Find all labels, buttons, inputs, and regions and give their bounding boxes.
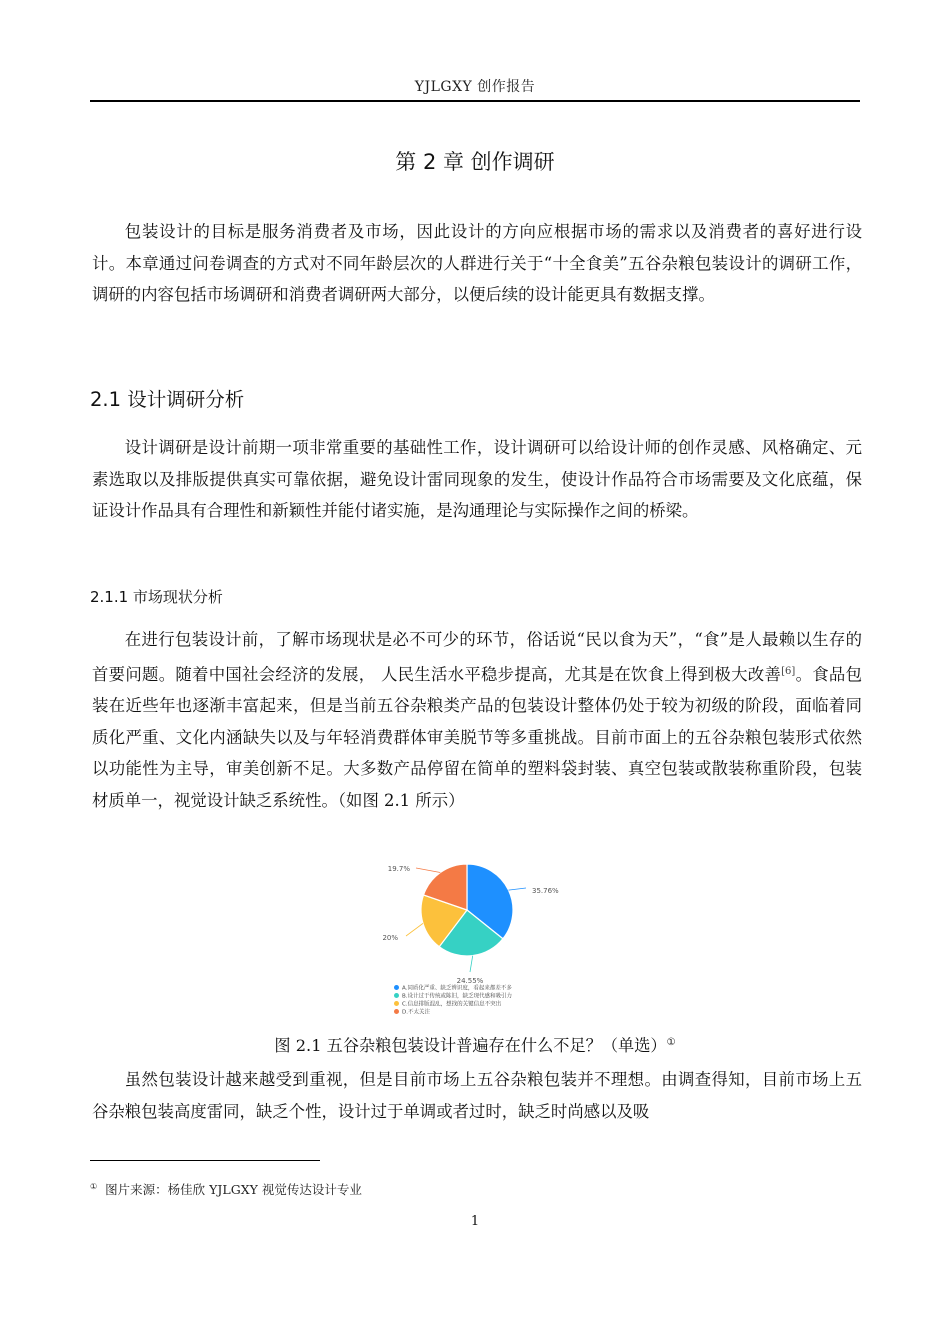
footnote-text: 图片来源：杨佳欣 YJLGXY 视觉传达设计专业 (105, 1182, 362, 1197)
legend-label: A.同质化严重、缺乏辨识度，看起来都差不多 (402, 985, 512, 992)
footnote (90, 1180, 362, 1198)
legend-swatch (394, 1009, 399, 1014)
legend-label: C.信息排版混乱，想找的关键信息不突出 (402, 1001, 502, 1008)
data-label-c: 20% (382, 934, 398, 942)
figure-footnote-mark: ① (666, 1037, 676, 1048)
page-number: 1 (470, 1214, 480, 1229)
footnote-mark: ① (90, 1182, 98, 1191)
legend-swatch (394, 1001, 399, 1006)
section-heading: 2.1 设计调研分析 (90, 388, 245, 411)
market-text-part2: 。食品包装在近些年也逐渐丰富起来，但是当前五谷杂粮类产品的包装设计整体仍处于较为初级的阶段，面临着同质化严重、文化内涵缺失以及与年轻消费群体审美脱节等多重挑战。目前市面上的五谷杂粮包装形式依然以功能性为主导，审美创新不足。大多数产品停留在简单的塑料袋封装、真空包装或散装称重阶段，包装材质单一，视觉设计缺乏系统性。（如图 2.1 所示） (92, 664, 862, 810)
leader-line-d (416, 868, 440, 873)
legend-swatch (394, 985, 399, 990)
citation-ref: [6] (781, 665, 796, 677)
footnote-rule (90, 1160, 320, 1161)
section-paragraph: 设计调研是设计前期一项非常重要的基础性工作，设计调研可以给设计师的创作灵感、风格确定、元素选取以及排版提供真实可靠依据，避免设计雷同现象的发生，使设计作品符合市场需要及文化底蕴，保证设计作品具有合理性和新颖性并能付诸实施，是沟通理论与实际操作之间的桥梁。 (92, 438, 862, 520)
data-label-b: 24.55% (456, 977, 484, 985)
figure-caption-text: 图 2.1 五谷杂粮包装设计普遍存在什么不足？（单选） (274, 1036, 667, 1055)
market-text-part1: 在进行包装设计前，了解市场现状是必不可少的环节，俗话说“民以食为天”，“食”是人最赖以生存的首要问题。随着中国社会经济的发展， 人民生活水平稳步提高，尤其是在饮食上得到极大改善 (92, 630, 862, 684)
legend-item (394, 985, 512, 993)
chapter-title: 第 2 章 创作调研 (395, 150, 555, 174)
intro-paragraph: 包装设计的目标是服务消费者及市场，因此设计的方向应根据市场的需求以及消费者的喜好进行设计。本章通过问卷调查的方式对不同年龄层次的人群进行关于“十全食美”五谷杂粮包装设计的调研工作，调研的内容包括市场调研和消费者调研两大部分，以便后续的设计能更具有数据支撑。 (92, 222, 862, 304)
legend-label: D.不太关注 (402, 1009, 430, 1016)
after-figure-paragraph: 虽然包装设计越来越受到重视，但是目前市场上五谷杂粮包装并不理想。由调查得知，目前市场上五谷杂粮包装高度雷同，缺乏个性，设计过于单调或者过时，缺乏时尚感以及吸 (92, 1070, 862, 1121)
leader-line-b (470, 956, 473, 972)
market-paragraph (92, 624, 862, 816)
legend-swatch (394, 993, 399, 998)
subsection-heading: 2.1.1 市场现状分析 (90, 588, 223, 606)
legend-item (394, 993, 512, 1001)
running-header: YJLGXY 创作报告 (414, 79, 536, 95)
chart-legend (394, 985, 512, 1017)
leader-line-c (406, 923, 423, 936)
data-label-d: 19.7% (387, 865, 410, 873)
legend-label: B.设计过于传统或陈旧，缺乏现代感和吸引力 (402, 993, 513, 1000)
figure-caption (90, 1032, 860, 1056)
leader-line-a (508, 888, 526, 890)
data-label-a: 35.76% (532, 887, 559, 895)
legend-item (394, 1009, 512, 1017)
header-rule (90, 100, 860, 102)
legend-item (394, 1001, 512, 1009)
